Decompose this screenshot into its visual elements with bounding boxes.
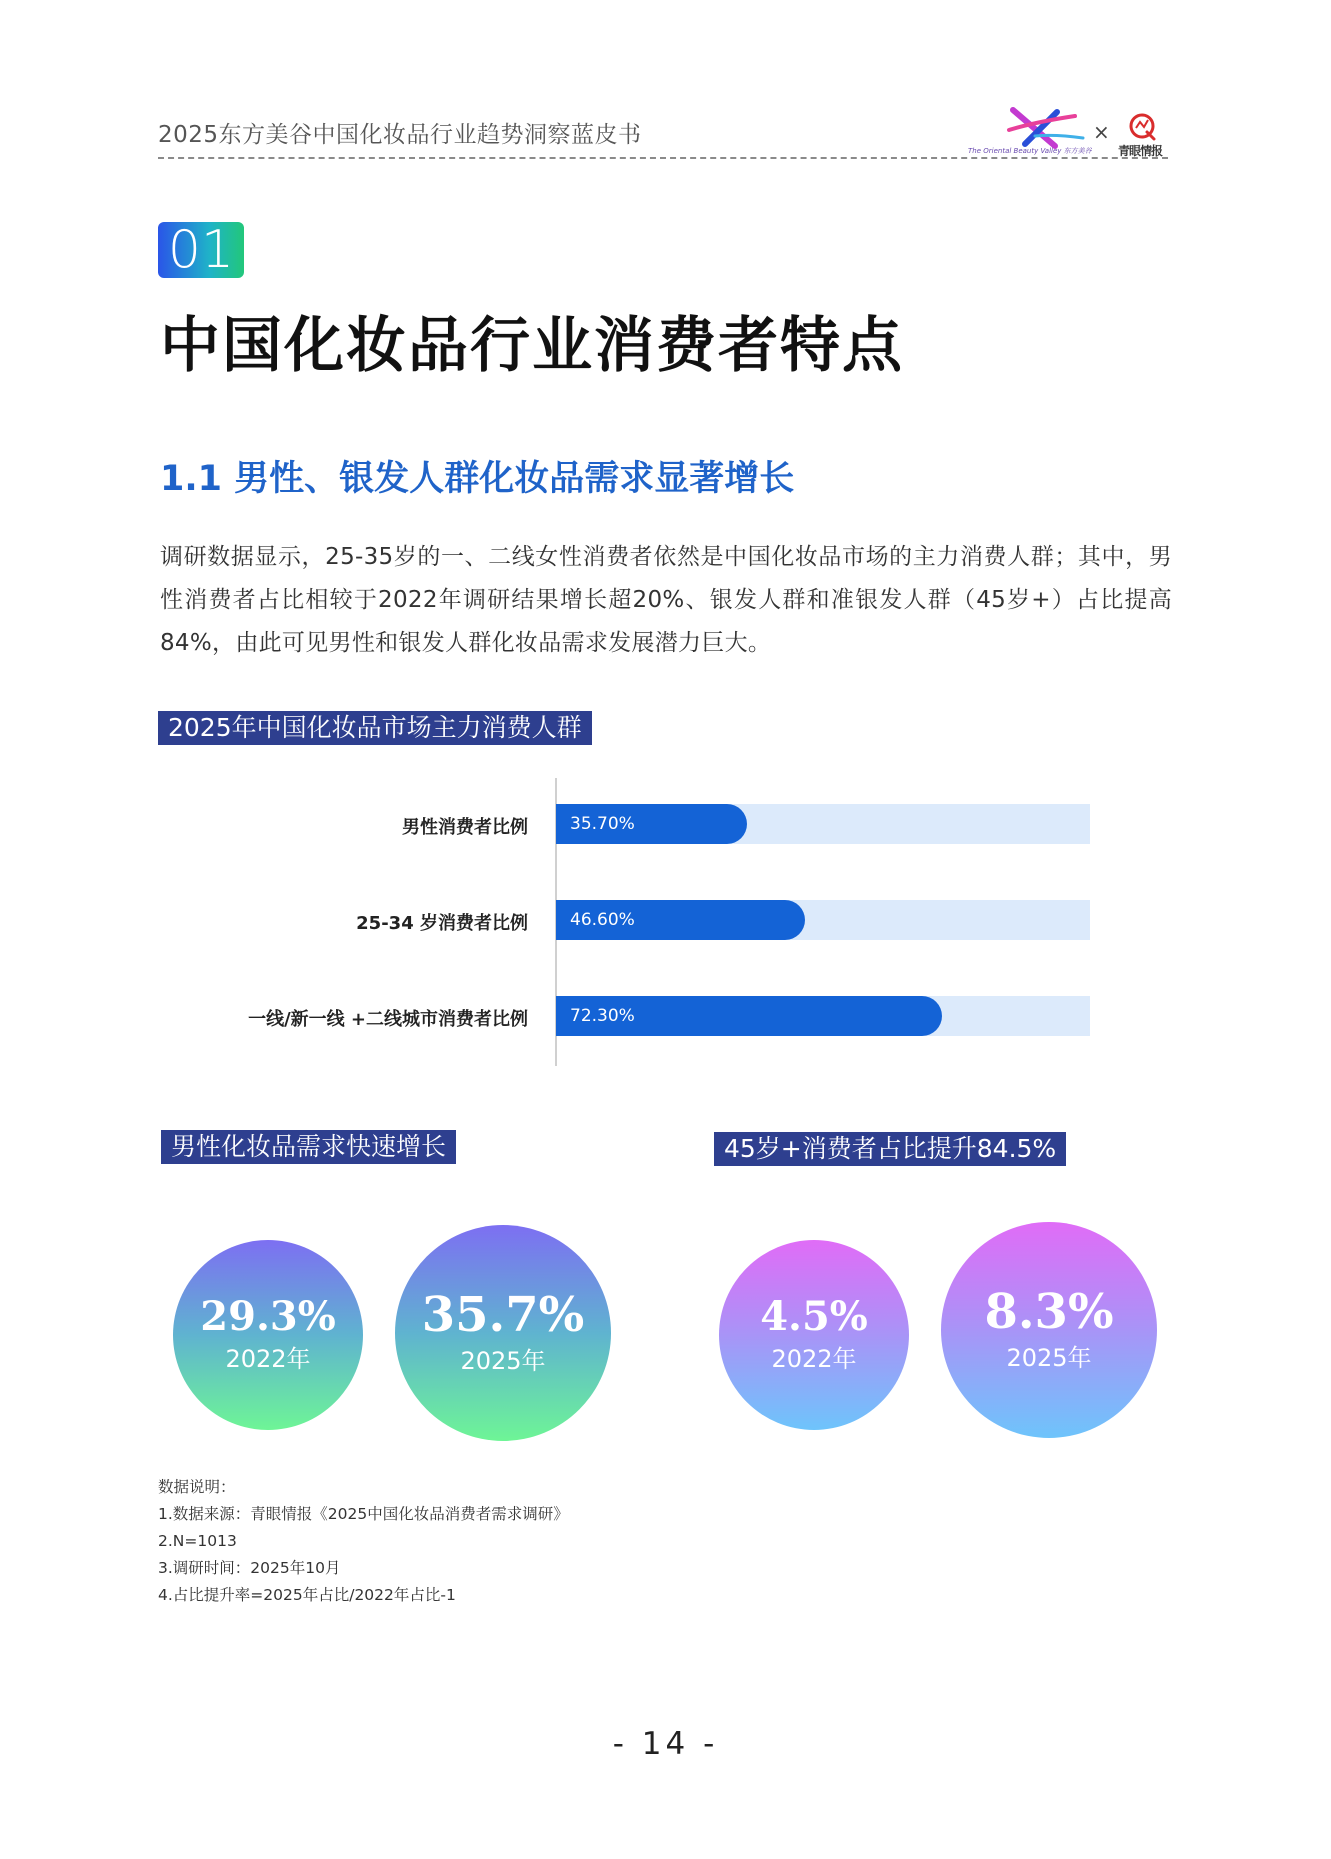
bar-category-label: 男性消费者比例 bbox=[402, 817, 528, 838]
notes-item: 4.占比提升率=2025年占比/2022年占比-1 bbox=[158, 1586, 456, 1604]
notes-item: 1.数据来源：青眼情报《2025中国化妆品消费者需求调研》 bbox=[158, 1505, 569, 1523]
header-title: 2025东方美谷中国化妆品行业趋势洞察蓝皮书 bbox=[158, 122, 642, 148]
notes-heading: 数据说明： bbox=[158, 1478, 236, 1496]
male-2025-bubble bbox=[395, 1225, 611, 1441]
notes-item: 3.调研时间：2025年10月 bbox=[158, 1559, 341, 1577]
logo-caption: The Oriental Beauty Valley 东方美谷 bbox=[968, 147, 1092, 155]
male-2025-value: 35.7% bbox=[421, 1286, 585, 1343]
times-sign: × bbox=[1093, 120, 1110, 144]
silver-2022-value: 4.5% bbox=[760, 1292, 868, 1340]
bar-value-label: 46.60% bbox=[570, 910, 635, 930]
section-number-badge: 01 bbox=[158, 222, 244, 278]
page-number: - 14 - bbox=[612, 1726, 719, 1762]
male-2022-year: 2022年 bbox=[225, 1344, 311, 1373]
male-2025-year: 2025年 bbox=[460, 1346, 546, 1375]
silver-2025-value: 8.3% bbox=[984, 1283, 1114, 1340]
silver-2022-bubble bbox=[719, 1240, 909, 1430]
silver-2025-bubble bbox=[941, 1222, 1157, 1438]
male-2022-bubble bbox=[173, 1240, 363, 1430]
bar-category-label: 一线/新一线 +二线城市消费者比例 bbox=[248, 1009, 528, 1030]
chapter-title: 中国化妆品行业消费者特点 bbox=[160, 311, 904, 381]
bar-chart-title: 2025年中国化妆品市场主力消费人群 bbox=[158, 711, 592, 745]
silver-growth-title: 45岁+消费者占比提升84.5% bbox=[714, 1132, 1066, 1166]
bar-value-label: 35.70% bbox=[570, 814, 635, 834]
silver-2025-year: 2025年 bbox=[1006, 1343, 1092, 1372]
male-growth-title: 男性化妆品需求快速增长 bbox=[161, 1130, 456, 1164]
silver-2022-year: 2022年 bbox=[771, 1344, 857, 1373]
data-notes bbox=[158, 1474, 569, 1609]
qingyan-logo-text: 青眼情报 bbox=[1118, 144, 1163, 158]
male-2022-value: 29.3% bbox=[200, 1292, 336, 1340]
body-paragraph: 调研数据显示，25-35岁的一、二线女性消费者依然是中国化妆品市场的主力消费人群；其中，男性消费者占比相较于2022年调研结果增长超20%、银发人群和准银发人群（45岁+）占比提高84%，由此可见男性和银发人群化妆品需求发展潜力巨大。 bbox=[160, 544, 1172, 656]
bar-category-label: 25-34 岁消费者比例 bbox=[356, 913, 528, 934]
bar-value-label: 72.30% bbox=[570, 1006, 635, 1026]
notes-item: 2.N=1013 bbox=[158, 1532, 237, 1550]
section-title: 1.1 男性、银发人群化妆品需求显著增长 bbox=[160, 459, 795, 499]
header-divider bbox=[158, 157, 1168, 159]
